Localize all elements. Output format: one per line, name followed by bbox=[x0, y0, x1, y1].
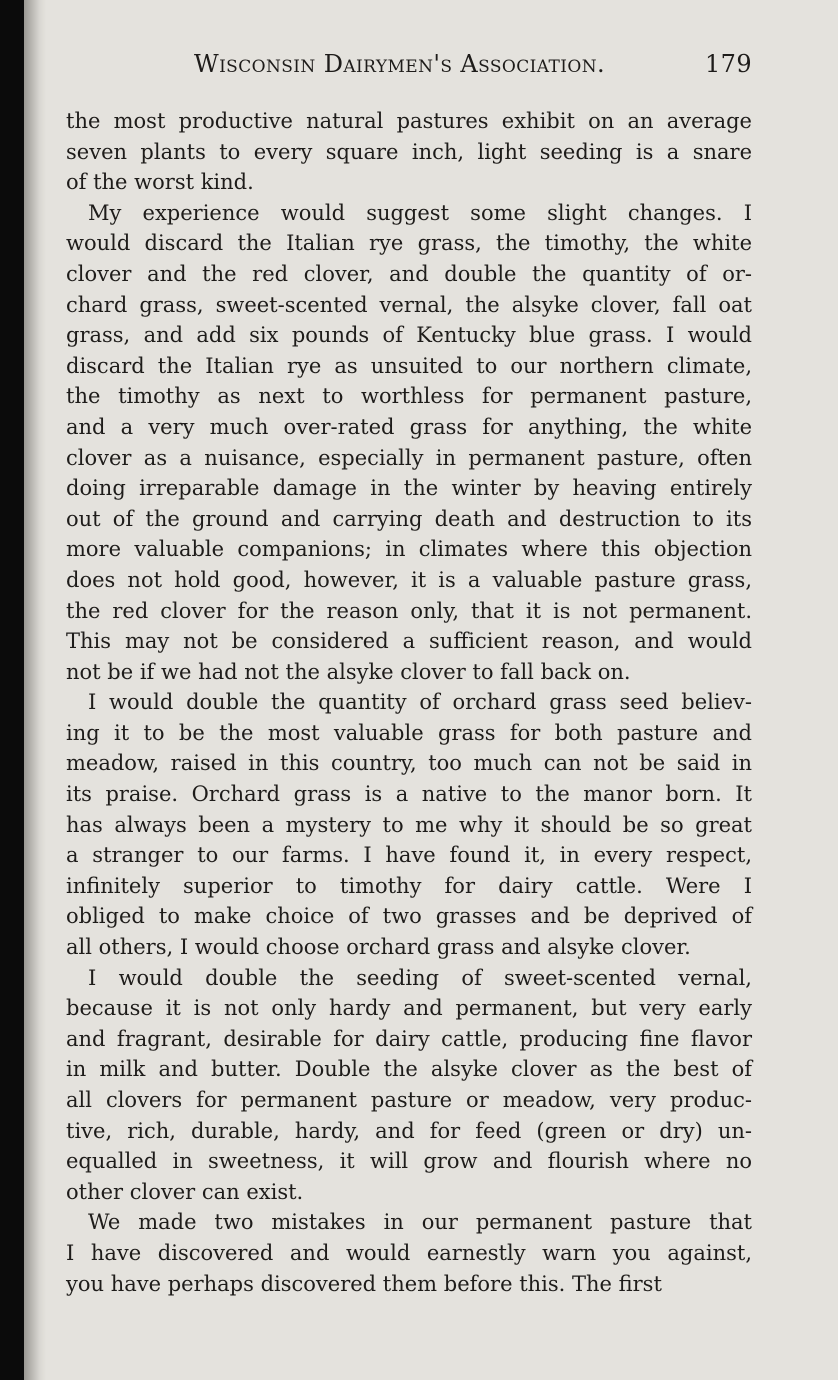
text-line: would discard the Italian rye grass, the timothy, the white bbox=[66, 231, 752, 256]
text-line: grass, and add six pounds of Kentucky blue grass. I would bbox=[66, 323, 752, 348]
paragraph bbox=[66, 198, 752, 688]
paragraph bbox=[66, 963, 752, 1208]
text-line: has always been a mystery to me why it should be so great bbox=[66, 812, 752, 837]
paragraph bbox=[66, 1207, 752, 1299]
text-line: meadow, raised in this country, too much can not be said in bbox=[66, 751, 752, 776]
text-line: My experience would suggest some slight changes. I bbox=[88, 200, 752, 225]
text-line: and fragrant, desirable for dairy cattle, producing fine flavor bbox=[66, 1026, 752, 1051]
text-line: the most productive natural pastures exhibit on an average bbox=[66, 109, 752, 133]
text-line: This may not be considered a sufficient reason, and would bbox=[66, 629, 752, 654]
text-line: the timothy as next to worthless for permanent pasture, bbox=[66, 384, 752, 409]
text-line: and a very much over-rated grass for anything, the white bbox=[66, 414, 752, 439]
text-line: does not hold good, however, it is a valuable pasture grass, bbox=[66, 567, 752, 592]
binding-shadow bbox=[24, 0, 46, 1380]
text-line: the red clover for the reason only, that it is not permanent. bbox=[66, 598, 752, 623]
text-line: because it is not only hardy and permanent, but very early bbox=[66, 996, 752, 1021]
text-line: more valuable companions; in climates where this objection bbox=[66, 537, 752, 562]
text-line: all others, I would choose orchard grass and alsyke clover. bbox=[66, 935, 691, 960]
body-text bbox=[66, 106, 752, 1299]
paragraph bbox=[66, 106, 752, 198]
page-header bbox=[66, 40, 752, 84]
text-line: a stranger to our farms. I have found it, in every respect, bbox=[66, 843, 752, 868]
text-line: discard the Italian rye as unsuited to our northern climate, bbox=[66, 353, 752, 378]
text-line: of the worst kind. bbox=[66, 170, 254, 195]
text-line: its praise. Orchard grass is a native to the manor born. It bbox=[66, 782, 752, 807]
running-title: Wisconsin Dairymen's Association. bbox=[194, 50, 606, 78]
text-line: clover as a nuisance, especially in permanent pasture, often bbox=[66, 445, 752, 470]
text-line: clover and the red clover, and double the quantity of or- bbox=[66, 261, 752, 286]
text-line: ing it to be the most valuable grass for both pasture and bbox=[66, 720, 752, 745]
page-number: 179 bbox=[704, 50, 752, 78]
text-line: other clover can exist. bbox=[66, 1179, 304, 1204]
text-line: in milk and butter. Double the alsyke clover as the best of bbox=[66, 1057, 752, 1082]
text-line: tive, rich, durable, hardy, and for feed (green or dry) un- bbox=[66, 1118, 752, 1143]
text-line: I would double the seeding of sweet-scented vernal, bbox=[88, 965, 752, 990]
book-binding-edge bbox=[0, 0, 24, 1380]
text-line: doing irreparable damage in the winter by heaving entirely bbox=[66, 476, 752, 501]
text-line: I would double the quantity of orchard grass seed believ- bbox=[88, 690, 752, 715]
text-line: chard grass, sweet-scented vernal, the alsyke clover, fall oat bbox=[66, 292, 752, 317]
text-line: infinitely superior to timothy for dairy cattle. Were I bbox=[66, 873, 752, 898]
text-line: out of the ground and carrying death and destruction to its bbox=[66, 506, 752, 531]
text-line: I have discovered and would earnestly warn you against, bbox=[66, 1240, 752, 1265]
text-line: all clovers for permanent pasture or meadow, very produc- bbox=[66, 1088, 752, 1112]
text-line: equalled in sweetness, it will grow and flourish where no bbox=[66, 1149, 752, 1174]
book-page bbox=[66, 40, 752, 1299]
text-line: obliged to make choice of two grasses and be deprived of bbox=[66, 904, 752, 929]
text-line: not be if we had not the alsyke clover to fall back on. bbox=[66, 659, 631, 684]
text-line: seven plants to every square inch, light seeding is a snare bbox=[66, 139, 752, 164]
text-line: you have perhaps discovered them before this. The first bbox=[66, 1271, 662, 1296]
text-line: We made two mistakes in our permanent pasture that bbox=[88, 1210, 752, 1235]
paragraph bbox=[66, 687, 752, 962]
